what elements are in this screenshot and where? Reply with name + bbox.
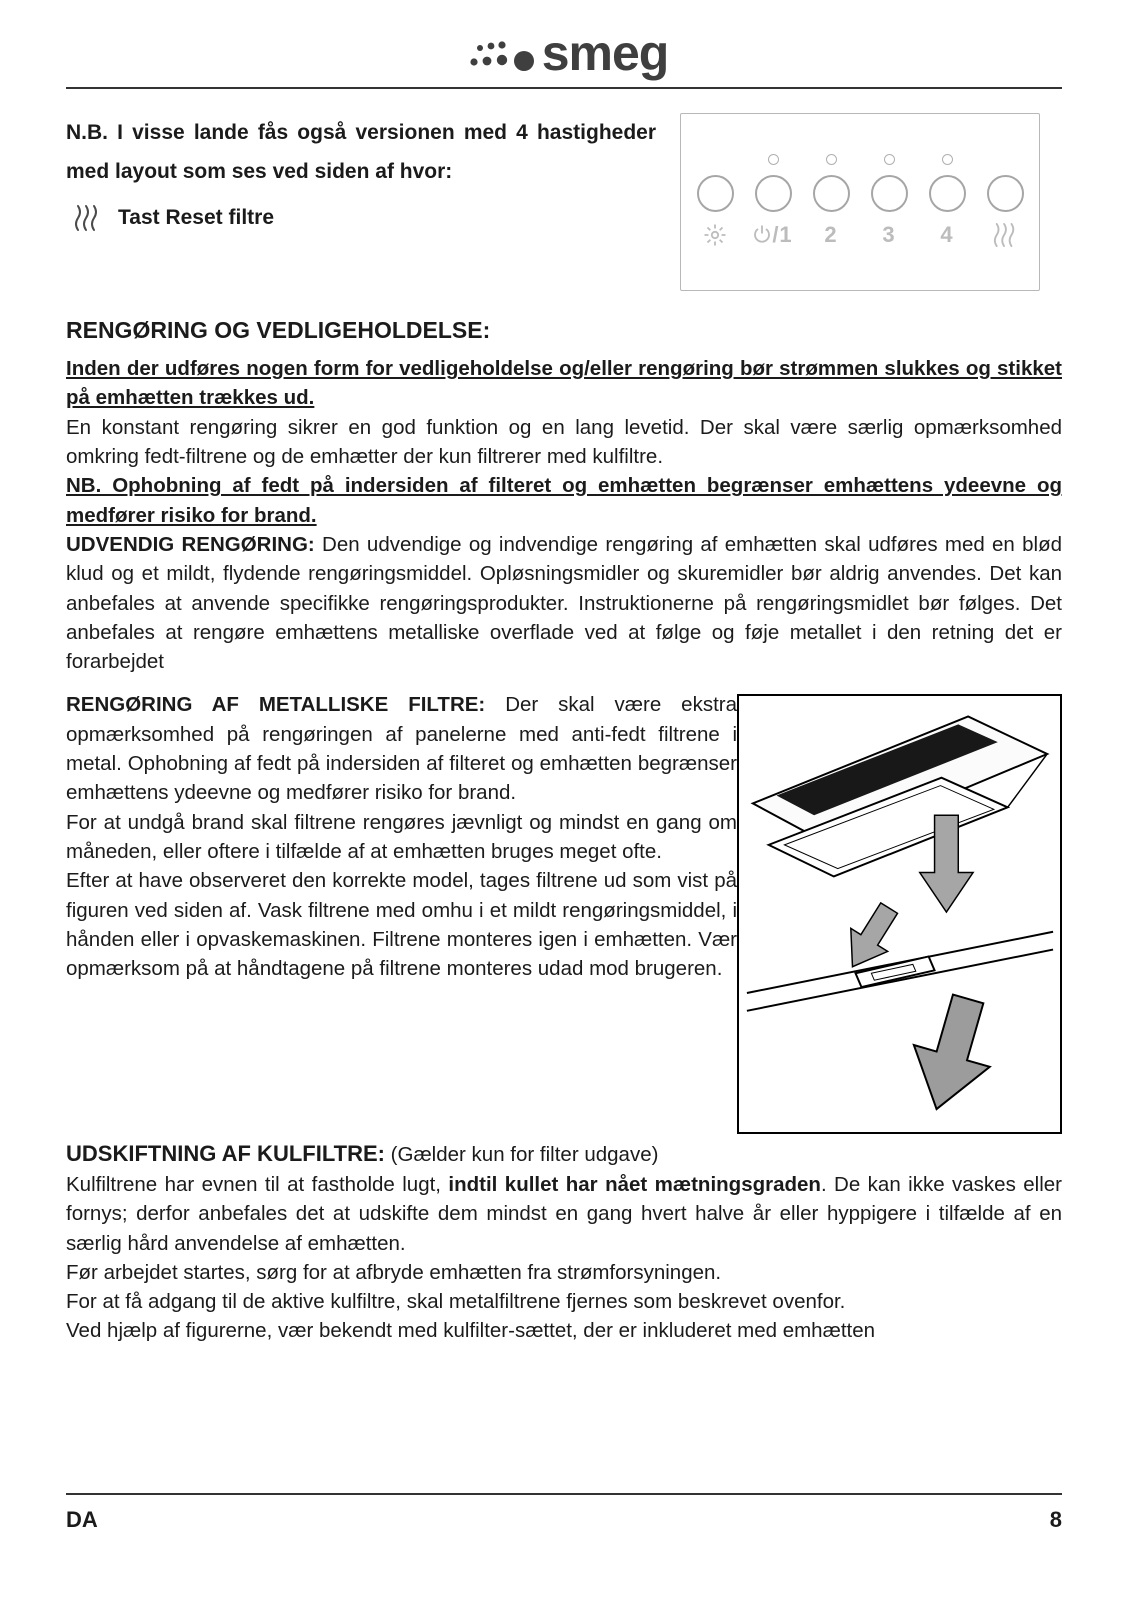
external-cleaning-paragraph — [66, 530, 1062, 677]
speed3-button-circle — [871, 175, 908, 212]
speed2-led — [826, 154, 837, 165]
speed3-led — [884, 154, 895, 165]
carbon-filters-title: UDSKIFTNING AF KULFILTRE: — [66, 1141, 385, 1167]
carbon-filters-paragraph-3: For at få adgang til de aktive kulfiltre, skal metalfiltrene fjernes som beskrevet ovenfor. — [66, 1290, 846, 1314]
reset-filter-bullet — [66, 204, 656, 232]
carbon-filters-paragraph-4: Ved hjælp af figurerne, vær bekendt med kulfilter-sættet, der er inkluderet med emhætten — [66, 1319, 876, 1343]
metal-filters-paragraph-2: For at undgå brand skal filtrene rengøres jævnligt og mindst en gang om måneden, eller oftere i tilfælde af at emhætten bruges meget ofte. — [66, 810, 737, 863]
panel-column-speed4 — [924, 154, 970, 250]
smeg-logo — [460, 25, 669, 81]
speed4-label: 4 — [940, 222, 954, 247]
page-footer — [66, 1493, 1062, 1533]
waves-icon — [74, 204, 100, 232]
carbon-filters-paragraph-2: Før arbejdet startes, sørg for at afbryde emhætten fra strømforsyningen. — [66, 1260, 722, 1284]
control-panel-buttons — [692, 154, 1028, 250]
reset-filter-label: Tast Reset filtre — [118, 205, 274, 229]
maintenance-section — [66, 317, 1062, 676]
panel-column-speed2 — [808, 154, 854, 250]
carbon-body1-pre: Kulfiltrene har evnen til at fastholde lugt, — [66, 1172, 449, 1196]
speed4-button-circle — [929, 175, 966, 212]
metal-filters-paragraph-3: Efter at have observeret den korrekte model, tages filtrene ud som vist på figuren ved siden af. Vask filtrene med omhu i et mildt rengøringsmiddel, i hånden eller i opvaskemaskinen. Filtrene monteres igen i emhætten. Vær opmærksom på at håndtagene på filtrene monteres udad mod brugeren. — [66, 869, 737, 981]
footer-page-number: 8 — [1049, 1507, 1062, 1532]
speed3-label: 3 — [882, 222, 896, 247]
light-button-circle — [697, 175, 734, 212]
filter-removal-illustration — [739, 696, 1060, 1132]
light-symbol — [703, 220, 727, 250]
external-cleaning-body: Den udvendige og indvendige rengøring af emhætten skal udføres med en blød klud og et mildt, flydende rengøringsmiddel. Opløsningsmidler og skuremidler bør aldrig anvendes. Det kan anbefales at anvende specifikke rengøringsprodukter. Instruktionerne på rengøringsmidlet bør følges. Det anbefales at rengøre emhættens metalliske overflade ved at følge og føje metallet i den retning det er forarbejdet — [66, 532, 1062, 674]
panel-column-light — [692, 154, 738, 250]
maintenance-body-1: En konstant rengøring sikrer en god funktion og en lang levetid. Der skal være særlig opmærksomhed omkring fedt-filtrene og de emhætter der kun filtrerer med kulfiltre. — [66, 415, 1062, 468]
carbon-filters-subtitle: (Gælder kun for filter udgave) — [390, 1143, 659, 1167]
control-panel-figure — [680, 113, 1040, 291]
intro-section — [66, 113, 1062, 291]
metal-filters-body-1: Der skal være ekstra opmærksomhed på rengøringen af panelerne med anti-fedt filtrene i metal. Ophobning af fedt på indersiden af filteret og emhætten begrænser emhættens ydeevne og medfører risiko for brand. — [66, 693, 737, 805]
speed1-symbol — [753, 220, 792, 250]
power-icon — [753, 224, 771, 246]
maintenance-title: RENGØRING OG VEDLIGEHOLDELSE: — [66, 317, 491, 343]
intro-note: N.B. I visse lande fås også versionen med 4 hastigheder med layout som ses ved siden af hvor: — [66, 121, 656, 184]
carbon-body1-post: . De kan ikke vaskes eller fornys; derfor anbefales det at udskifte dem mindst en gang hvert halve år eller hyppigere i tilfælde af en særlig hård anvendelse af emhætten. — [66, 1172, 1062, 1255]
metal-filters-section — [66, 690, 1062, 1138]
page-header — [66, 25, 1062, 89]
speed1-button-circle — [755, 175, 792, 212]
carbon-body1-bold: indtil kullet har nået mætningsgraden — [448, 1172, 821, 1196]
panel-column-reset — [982, 154, 1028, 250]
intro-text-block — [66, 113, 656, 232]
header-divider — [66, 87, 1062, 89]
reset-button-circle — [987, 175, 1024, 212]
maintenance-warning-2: NB. Ophobning af fedt på indersiden af filteret og emhætten begrænser emhættens ydeevne og medfører risiko for brand. — [66, 474, 1062, 527]
footer-language-code: DA — [66, 1507, 98, 1532]
smeg-logo-dots-icon — [460, 34, 538, 78]
carbon-filters-paragraph-1 — [66, 1170, 1062, 1258]
panel-column-speed1 — [750, 154, 796, 250]
speed2-button-circle — [813, 175, 850, 212]
waves-icon — [993, 222, 1017, 248]
metal-filters-title: RENGØRING AF METALLISKE FILTRE: — [66, 693, 486, 717]
filter-removal-figure — [737, 694, 1062, 1134]
speed1-led — [768, 154, 779, 165]
speed2-label: 2 — [824, 222, 838, 247]
panel-column-speed3 — [866, 154, 912, 250]
carbon-filters-heading — [66, 1138, 1062, 1169]
external-cleaning-title: UDVENDIG RENGØRING: — [66, 532, 315, 556]
reset-symbol — [993, 220, 1017, 250]
smeg-logo-text: smeg — [541, 25, 669, 81]
carbon-filters-section — [66, 1138, 1062, 1345]
sun-icon — [703, 223, 727, 247]
speed4-led — [942, 154, 953, 165]
maintenance-warning-1: Inden der udføres nogen form for vedligeholdelse og/eller rengøring bør strømmen slukkes og stikket på emhætten trækkes ud. — [66, 357, 1062, 410]
speed1-label: /1 — [772, 222, 793, 247]
